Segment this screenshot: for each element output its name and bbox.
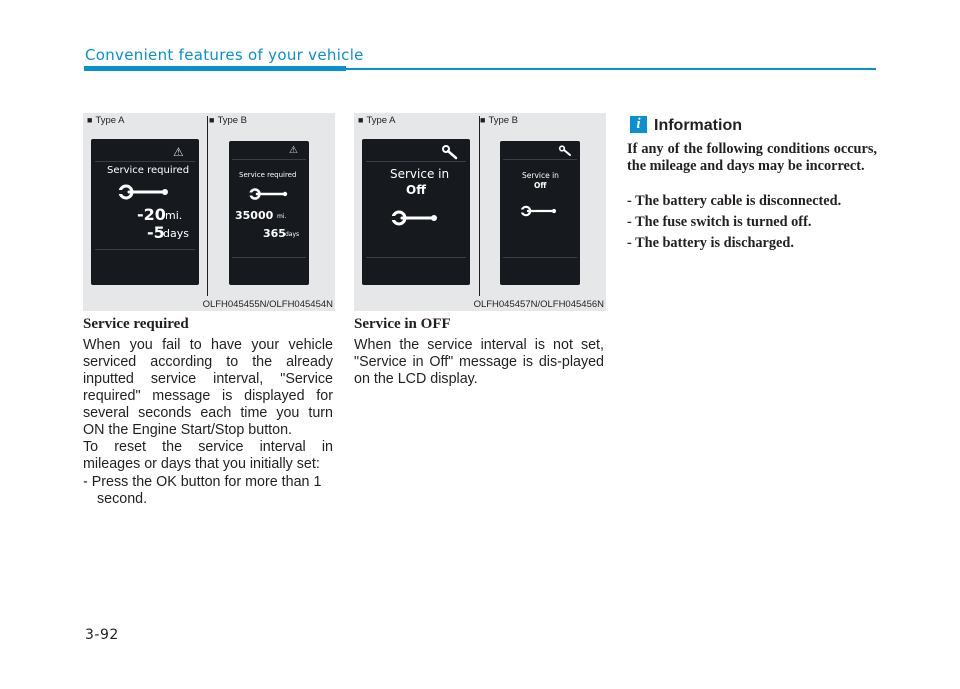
reset-instruction-item: - Press the OK button for more than 1 second.: [83, 474, 322, 507]
lcd-line2: Off: [406, 183, 426, 197]
information-icon: i: [630, 116, 647, 133]
type-b-label: ■ Type B: [209, 115, 248, 126]
type-a-label: ■ Type A: [87, 115, 125, 126]
lcd-miles-unit: mi.: [165, 209, 183, 222]
lcd-days-unit: days: [285, 231, 300, 238]
information-paragraph: If any of the following conditions occurs, the mileage and days may be incorrect.: [627, 141, 877, 174]
figure-caption: OLFH045455N/OLFH045454N: [202, 299, 333, 310]
reset-interval-paragraph: To reset the service interval in mileages or days that you initially set:: [83, 439, 333, 472]
lcd-display-type-b: [229, 141, 309, 285]
figure-divider: [479, 116, 480, 296]
type-b-text: Type B: [217, 115, 248, 126]
heading-service-in-off: Service in OFF: [354, 316, 451, 332]
lcd-days-value: -5: [147, 223, 165, 242]
lcd-miles-value: -20: [137, 205, 166, 224]
figure-service-required: [83, 113, 335, 311]
header-rule: [346, 68, 876, 70]
information-item: - The fuse switch is turned off.: [627, 214, 812, 230]
heading-service-required: Service required: [83, 316, 189, 332]
warning-icon: ⚠: [289, 145, 298, 156]
lcd-display-type-a: [362, 139, 470, 285]
page-number: 3-92: [85, 627, 119, 643]
service-required-paragraph: When you fail to have your vehicle serviced according to the already inputted service interval, "Service required" message is displayed for several seconds each time you turn ON the Engine Start/Stop button.: [83, 337, 333, 438]
type-b-label: ■ Type B: [480, 115, 519, 126]
lcd-line1: Service in: [390, 167, 450, 181]
lcd-separator: [95, 249, 195, 250]
figure-service-in-off: [354, 113, 606, 311]
figure-caption: OLFH045457N/OLFH045456N: [473, 299, 604, 310]
information-item: - The battery cable is disconnected.: [627, 193, 842, 209]
section-header-title: Convenient features of your vehicle: [85, 46, 364, 64]
lcd-separator: [366, 257, 466, 258]
lcd-miles-value: 35000: [235, 209, 274, 222]
lcd-line2: Off: [534, 181, 547, 190]
lcd-separator: [232, 257, 306, 258]
figure-divider: [207, 116, 208, 296]
information-item: - The battery is discharged.: [627, 235, 794, 251]
header-accent-bar: [84, 66, 346, 71]
wrench-icon: [362, 139, 470, 285]
type-b-text: Type B: [488, 115, 519, 126]
information-title: Information: [654, 117, 742, 134]
warning-icon: ⚠: [173, 145, 184, 159]
type-a-text: Type A: [366, 115, 396, 126]
lcd-days-value: 365: [263, 227, 286, 240]
lcd-days-unit: days: [163, 227, 189, 240]
wrench-icon: [500, 141, 580, 285]
type-a-label: ■ Type A: [358, 115, 396, 126]
lcd-miles-unit: mi.: [277, 213, 287, 220]
lcd-title: Service required: [107, 165, 190, 176]
lcd-title: Service required: [239, 171, 297, 179]
lcd-display-type-a: [91, 139, 199, 285]
service-off-paragraph: When the service interval is not set, "Service in Off" message is dis-played on the LCD display.: [354, 337, 604, 387]
lcd-line1: Service in: [522, 171, 559, 180]
lcd-display-type-b: [500, 141, 580, 285]
type-a-text: Type A: [95, 115, 125, 126]
lcd-separator: [503, 257, 577, 258]
